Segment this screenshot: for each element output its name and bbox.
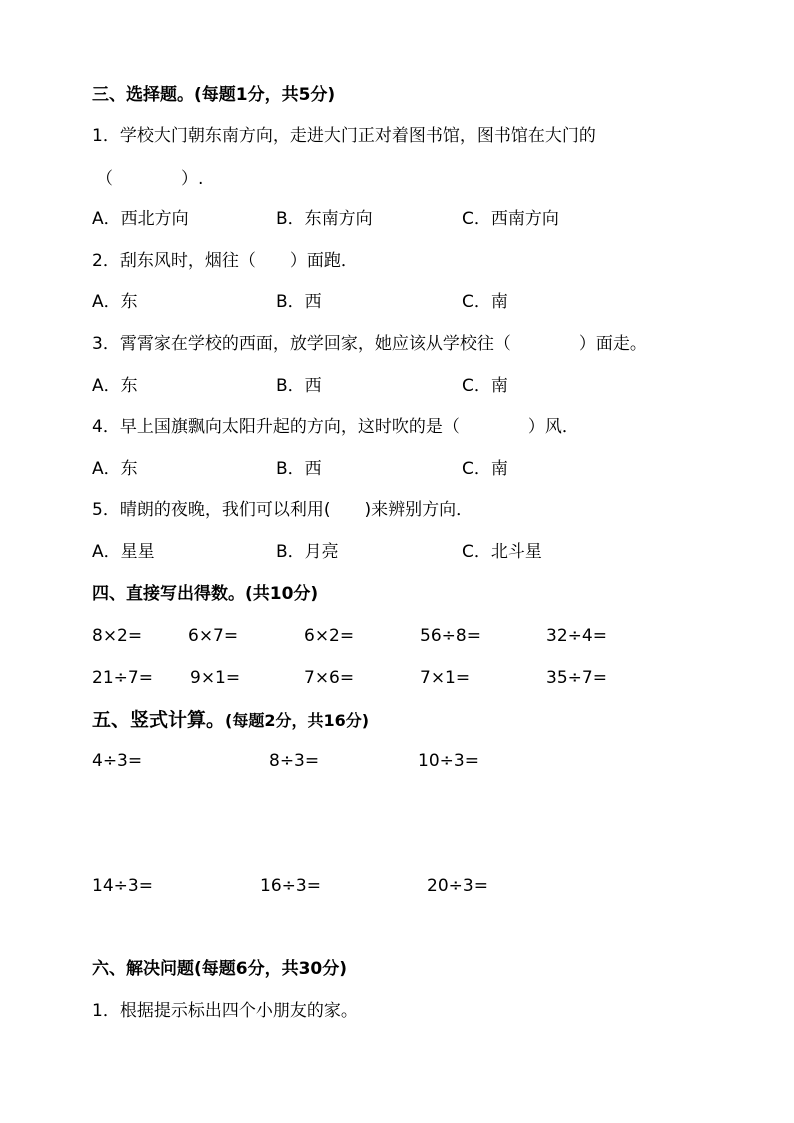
vertical-calc-r1-c2: 8÷3= <box>269 751 320 771</box>
q3-3-option-a: A．东 <box>92 376 138 396</box>
q3-1-stem: 1．学校大门朝东南方向，走进大门正对着图书馆，图书馆在大门的 <box>92 126 596 146</box>
vertical-calc-r1-c1: 4÷3= <box>92 751 143 771</box>
q3-1-option-a: A．西北方向 <box>92 209 189 229</box>
q3-3-option-b: B．西 <box>276 376 322 396</box>
section3-note: (每题1分，共5分) <box>194 85 336 105</box>
q3-4-option-c: C．南 <box>462 459 508 479</box>
q6-1-stem: 1．根据提示标出四个小朋友的家。 <box>92 1001 358 1021</box>
q3-2-stem: 2．刮东风时，烟往（ ）面跑． <box>92 251 358 271</box>
section3-title: 三、选择题。 <box>92 85 194 105</box>
section3-heading <box>92 83 335 107</box>
q3-5-option-b: B．月亮 <box>276 542 339 562</box>
calc-r2-c1: 21÷7= <box>92 668 153 688</box>
calc-r2-c5: 35÷7= <box>546 668 607 688</box>
q3-2-option-b: B．西 <box>276 292 322 312</box>
section6-heading <box>92 957 347 981</box>
q3-4-stem: 4．早上国旗飘向太阳升起的方向，这时吹的是（ ）风． <box>92 417 579 437</box>
q3-1-option-c: C．西南方向 <box>462 209 559 229</box>
section4-heading <box>92 582 318 606</box>
section4-note: (共10分) <box>245 584 319 604</box>
section6-note: (每题6分，共30分) <box>194 959 348 979</box>
q3-3-stem: 3．霄霄家在学校的西面，放学回家，她应该从学校往（ ）面走。 <box>92 334 647 354</box>
calc-r1-c4: 56÷8= <box>420 626 481 646</box>
calc-r2-c4: 7×1= <box>420 668 471 688</box>
section6-title: 六、解决问题 <box>92 959 194 979</box>
vertical-calc-r1-c3: 10÷3= <box>418 751 479 771</box>
q3-5-option-c: C．北斗星 <box>462 542 542 562</box>
calc-r2-c3: 7×6= <box>304 668 355 688</box>
q3-5-option-a: A．星星 <box>92 542 155 562</box>
section4-title: 四、直接写出得数。 <box>92 584 245 604</box>
q3-4-option-a: A．东 <box>92 459 138 479</box>
vertical-calc-r2-c3: 20÷3= <box>427 876 488 896</box>
vertical-calc-r2-c2: 16÷3= <box>260 876 321 896</box>
vertical-calc-r2-c1: 14÷3= <box>92 876 153 896</box>
q3-1-stem-cont: （ ）. <box>96 169 204 189</box>
q3-5-stem: 5．晴朗的夜晚，我们可以利用( )来辨别方向． <box>92 500 474 520</box>
calc-r1-c3: 6×2= <box>304 626 355 646</box>
calc-r2-c2: 9×1= <box>190 668 241 688</box>
q3-1-option-b: B．东南方向 <box>276 209 373 229</box>
section5-note: (每题2分，共16分) <box>225 711 370 730</box>
section5-heading <box>92 708 369 732</box>
section5-title: 五、竖式计算。 <box>92 709 226 731</box>
calc-r1-c1: 8×2= <box>92 626 143 646</box>
q3-4-option-b: B．西 <box>276 459 322 479</box>
q3-3-option-c: C．南 <box>462 376 508 396</box>
q3-2-option-c: C．南 <box>462 292 508 312</box>
calc-r1-c5: 32÷4= <box>546 626 607 646</box>
calc-r1-c2: 6×7= <box>188 626 239 646</box>
q3-2-option-a: A．东 <box>92 292 138 312</box>
